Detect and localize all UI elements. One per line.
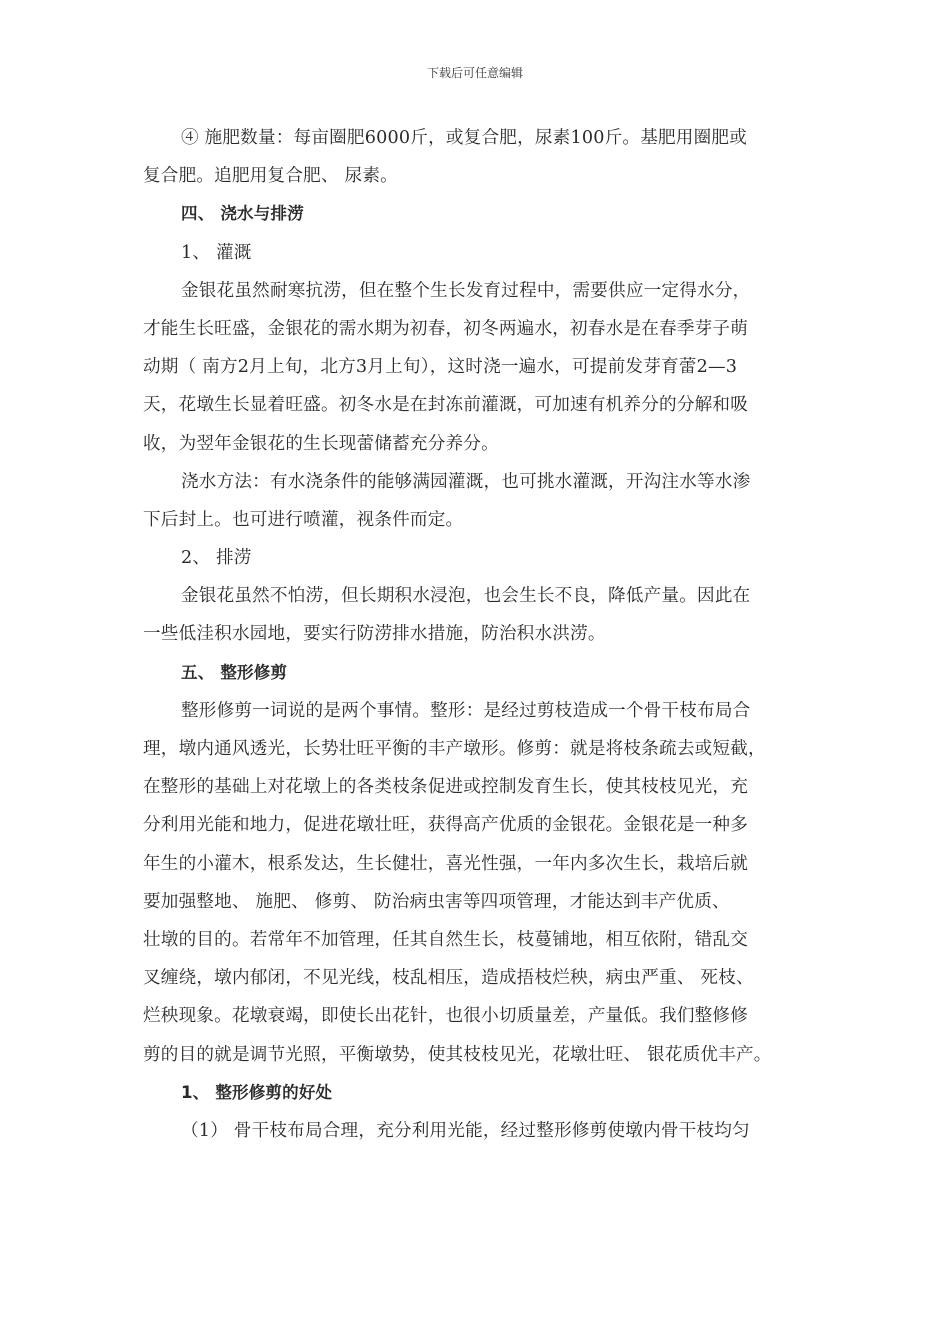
paragraph-line: 才能生长旺盛，金银花的需水期为初春，初冬两遍水，初春水是在春季芽子萌 xyxy=(143,318,748,339)
paragraph-line: 动期（ 南方2月上旬，北方3月上旬），这时浇一遍水，可提前发芽育蕾2—3 xyxy=(143,357,738,378)
paragraph-line: 整形修剪一词说的是两个事情。整形：是经过剪枝造成一个骨干枝布局合 xyxy=(181,700,751,721)
paragraph-line: 金银花虽然不怕涝，但长期积水浸泡，也会生长不良，降低产量。因此在 xyxy=(181,586,751,607)
page-header: 下载后可任意编辑 xyxy=(426,66,523,80)
paragraph-line: 天，花墩生长显着旺盛。初冬水是在封冻前灌溉，可加速有机养分的分解和吸 xyxy=(143,395,748,416)
paragraph-line: 金银花虽然耐寒抗涝，但在整个生长发育过程中，需要供应一定得水分， xyxy=(181,280,751,301)
paragraph-line: 复合肥。追肥用复合肥、 尿素。 xyxy=(143,166,398,187)
section-heading: 五、 整形修剪 xyxy=(181,662,288,682)
subsection-heading: 2、 排涝 xyxy=(181,548,252,569)
paragraph-line: 在整形的基础上对花墩上的各类枝条促进或控制发育生长，使其枝枝见光，充 xyxy=(143,777,748,798)
paragraph-line: 剪的目的就是调节光照，平衡墩势，使其枝枝见光，花墩壮旺、 银花质优丰产。 xyxy=(143,1044,772,1065)
paragraph-line: 收，为翌年金银花的生长现蕾储蓄充分养分。 xyxy=(143,433,499,454)
paragraph-line: （1） 骨干枝布局合理，充分利用光能，经过整形修剪使墩内骨干枝均匀 xyxy=(181,1120,750,1141)
paragraph-line: 浇水方法：有水浇条件的能够满园灌溉，也可挑水灌溉，开沟注水等水渗 xyxy=(181,471,751,492)
paragraph-line: 叉缠绕，墩内郁闭，不见光线，枝乱相压，造成捂枝烂秧，病虫严重、 死枝、 xyxy=(143,968,754,989)
paragraph-line: ④ 施肥数量：每亩圈肥6000斤，或复合肥，尿素100斤。基肥用圈肥或 xyxy=(181,128,747,148)
subsection-heading: 1、 灌溉 xyxy=(181,242,252,263)
subsection-heading: 1、 整形修剪的好处 xyxy=(181,1082,333,1102)
paragraph-line: 下后封上。也可进行喷灌，视条件而定。 xyxy=(143,509,464,530)
paragraph-line: 分利用光能和地力，促进花墩壮旺，获得高产优质的金银花。金银花是一种多 xyxy=(143,815,748,836)
paragraph-line: 要加强整地、 施肥、 修剪、 防治病虫害等四项管理，才能达到丰产优质、 xyxy=(143,891,730,912)
section-heading: 四、 浇水与排涝 xyxy=(181,204,304,224)
document-body xyxy=(143,119,823,1150)
paragraph-line: 壮墩的目的。若常年不加管理，任其自然生长，枝蔓铺地，相互依附，错乱交 xyxy=(143,929,748,950)
paragraph-line: 年生的小灌木，根系发达，生长健壮，喜光性强，一年内多次生长，栽培后就 xyxy=(143,853,748,874)
paragraph-line: 一些低洼积水园地，要实行防涝排水措施，防治积水洪涝。 xyxy=(143,624,606,645)
paragraph-line: 理，墩内通风透光，长势壮旺平衡的丰产墩形。修剪：就是将枝条疏去或短截， xyxy=(143,739,766,759)
paragraph-line: 烂秧现象。花墩衰竭，即使长出花针，也很小切质量差，产量低。我们整修修 xyxy=(143,1006,748,1027)
